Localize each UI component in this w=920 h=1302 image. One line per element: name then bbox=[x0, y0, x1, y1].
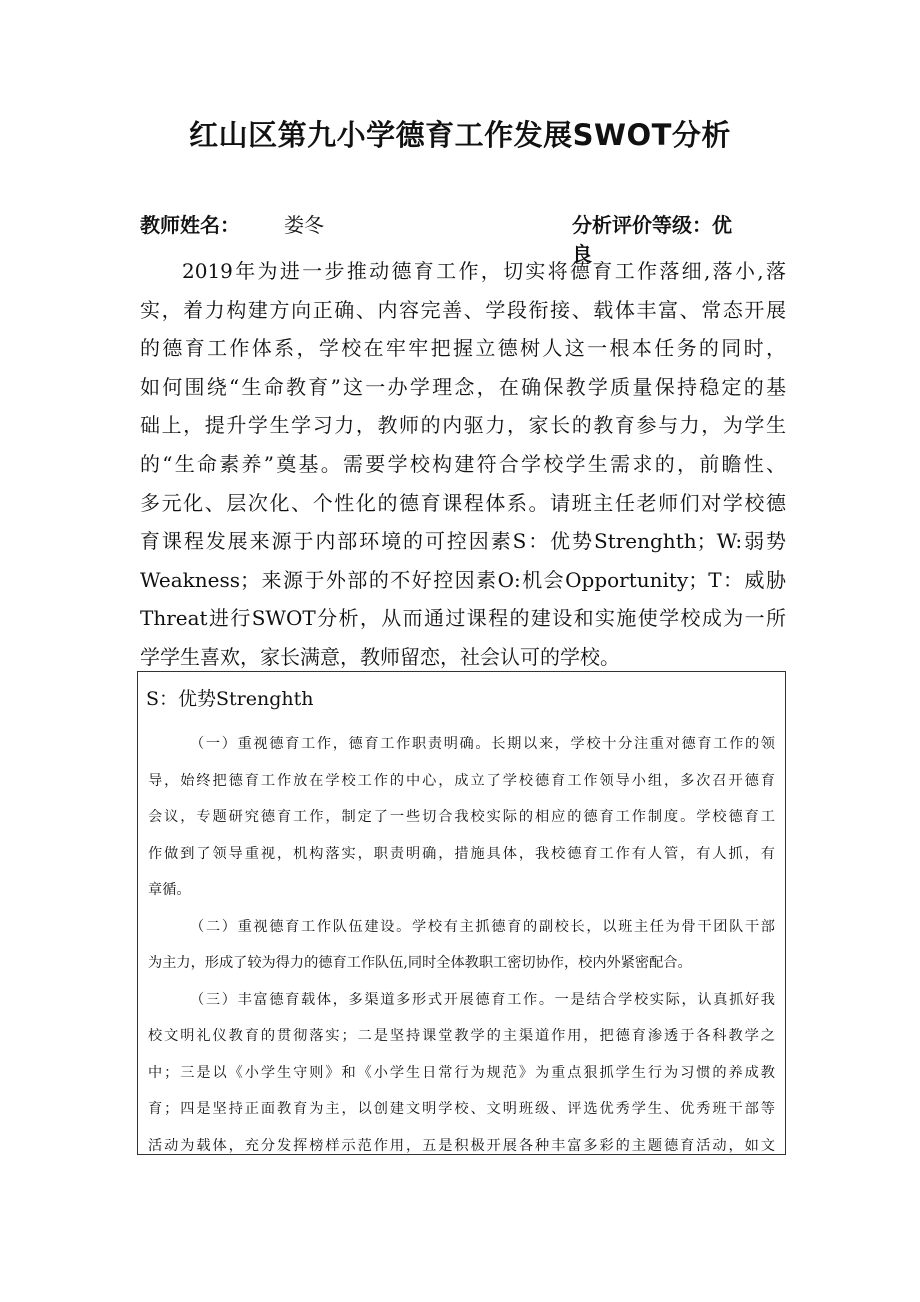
strength-line: （一）重视德育工作，德育工作职责明确。长期以来，学校十分注重对德育工作的领 bbox=[190, 736, 775, 752]
meta-row bbox=[140, 209, 782, 266]
strength-heading: S：优势Strenghth bbox=[146, 688, 314, 710]
teacher-label: 教师姓名： bbox=[140, 213, 240, 237]
strength-line: 育；四是坚持正面教育为主，以创建文明学校、文明班级、评选优秀学生、优秀班干部等 bbox=[148, 1101, 775, 1117]
strength-line: 中；三是以《小学生守则》和《小学生日常行为规范》为重点狠抓学生行为习惯的养成教 bbox=[148, 1064, 775, 1081]
teacher-name: 娄冬 bbox=[284, 213, 324, 237]
strength-line: 作做到了领导重视，机构落实，职责明确，措施具体，我校德育工作有人管，有人抓，有 bbox=[148, 845, 775, 862]
document-title: 红山区第九小学德育工作发展SWOT分析 bbox=[189, 118, 731, 152]
strength-line: 导，始终把德育工作放在学校工作的中心，成立了学校德育工作领导小组，多次召开德育 bbox=[148, 772, 775, 789]
intro-line: 的德育工作体系，学校在牢牢把握立德树人这一根本任务的同时， bbox=[140, 336, 786, 361]
intro-line: 多元化、层次化、个性化的德育课程体系。请班主任老师们对学校德 bbox=[140, 490, 786, 515]
intro-line: 实，着力构建方向正确、内容完善、学段衔接、载体丰富、常态开展 bbox=[140, 297, 786, 322]
strength-line: 章循。 bbox=[148, 882, 191, 898]
strength-line: 校文明礼仪教育的贯彻落实；二是坚持课堂教学的主渠道作用，把德育渗透于各科教学之 bbox=[148, 1028, 775, 1044]
strength-line: 会议，专题研究德育工作，制定了一些切合我校实际的相应的德育工作制度。学校德育工 bbox=[148, 809, 775, 825]
intro-line: 育课程发展来源于内部环境的可控因素S：优势Strenghth；W:弱势 bbox=[140, 529, 786, 554]
teacher-field bbox=[140, 209, 324, 238]
intro-line: 2019年为进一步推动德育工作，切实将德育工作落细,落小,落 bbox=[182, 259, 786, 283]
strength-line: （三）丰富德育载体，多渠道多形式开展德育工作。一是结合学校实际，认真抓好我 bbox=[190, 991, 775, 1008]
strength-body bbox=[148, 726, 775, 1155]
grade-label: 分析评价等级： bbox=[572, 213, 712, 237]
intro-paragraph bbox=[140, 252, 786, 677]
strength-line: 为主力，形成了较为得力的德育工作队伍,同时全体教职工密切协作，校内外紧密配合。 bbox=[148, 955, 692, 971]
strength-line: （二）重视德育工作队伍建设。学校有主抓德育的副校长，以班主任为骨干团队干部 bbox=[190, 918, 775, 935]
intro-line: Weakness；来源于外部的不好控因素O:机会Opportunity；T：威胁 bbox=[140, 567, 786, 592]
grade-value: 优良 bbox=[572, 213, 762, 266]
strength-line: 活动为载体，充分发挥榜样示范作用，五是积极开展各种丰富多彩的主题德育活动，如文 bbox=[148, 1137, 775, 1154]
strength-box bbox=[137, 671, 786, 1155]
intro-line: 的“生命素养”奠基。需要学校构建符合学校学生需求的，前瞻性、 bbox=[140, 451, 786, 476]
intro-line: 础上，提升学生学习力，教师的内驱力，家长的教育参与力，为学生 bbox=[140, 413, 786, 438]
intro-line: 学学生喜欢，家长满意，教师留恋，社会认可的学校。 bbox=[140, 644, 620, 669]
intro-line: 如何围绕“生命教育”这一办学理念，在确保教学质量保持稳定的基 bbox=[140, 374, 786, 399]
intro-line: Threat进行SWOT分析，从而通过课程的建设和实施使学校成为一所 bbox=[140, 606, 786, 631]
